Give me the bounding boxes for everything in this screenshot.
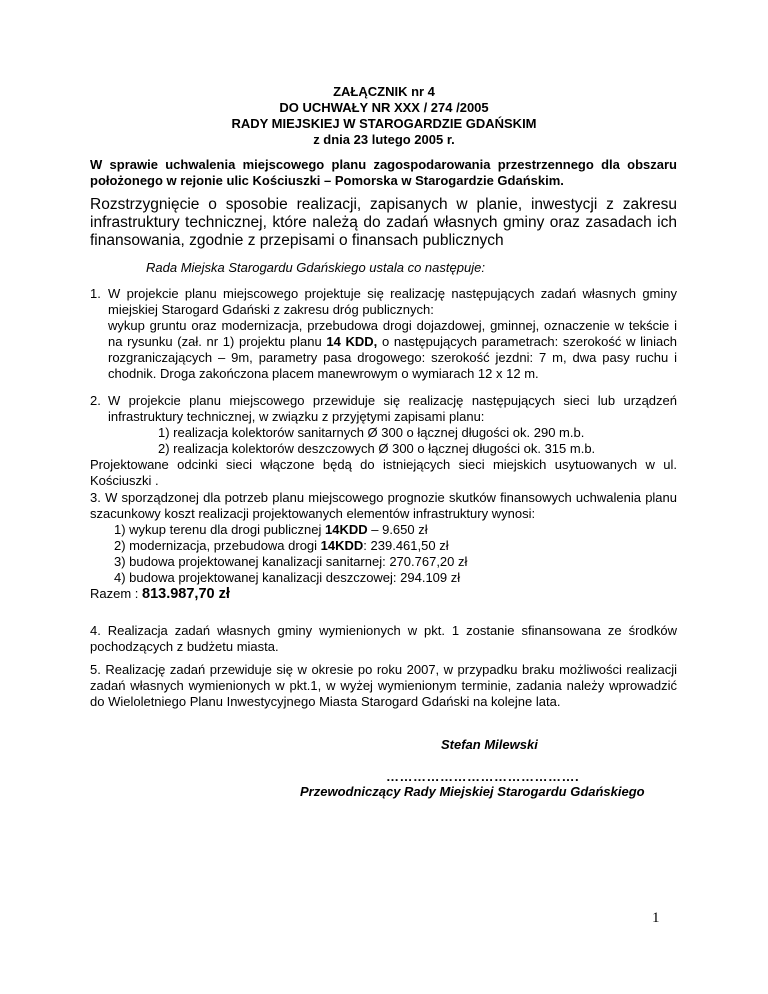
intro-line: Rada Miejska Starogardu Gdańskiego ustala co następuje: [146, 260, 485, 275]
point-1 [90, 286, 677, 382]
section-title: Rozstrzygnięcie o sposobie realizacji, zapisanych w planie, inwestycji z zakresu infrastruktury technicznej, które należą do zadań własnych gminy oraz zasadach ich finansowania, zgodnie z przepisami o finansach publicznych [90, 196, 677, 249]
point-5: 5. Realizację zadań przewiduje się w okresie po roku 2007, w przypadku braku możliwości realizacji zadań własnych wymienionych w pkt.1, w wyżej wymienionym terminie, zadania należy wprowadzić do Wieloletniego Planu Inwestycyjnego Miasta Starogard Gdański na kolejne lata. [90, 662, 677, 709]
signature-name: Stefan Milewski [441, 737, 538, 752]
total-label: Razem : [90, 586, 143, 601]
page-number: 1 [652, 910, 660, 926]
point-3 [90, 490, 677, 602]
signature-dots: ……………………………………. [386, 769, 580, 784]
header-line-2: DO UCHWAŁY NR XXX / 274 /2005 [279, 100, 489, 115]
point-3-item-3: 3) budowa projektowanej kanalizacji sanitarnej: 270.767,20 zł [114, 554, 468, 569]
point-3-item-1-bold: 14KDD [325, 522, 368, 537]
point-3-item-1-pre: 1) wykup terenu dla drogi publicznej [114, 522, 326, 537]
point-3-total [90, 586, 677, 602]
point-2 [90, 393, 677, 489]
subject-paragraph: W sprawie uchwalenia miejscowego planu zagospodarowania przestrzennego dla obszaru położonego w rejonie ulic Kościuszki – Pomorska w Starogardzie Gdańskim. [90, 157, 677, 188]
point-1-text-b [90, 318, 677, 382]
point-1-number: 1. [90, 286, 101, 301]
point-3-item-2-bold: 14KDD [320, 538, 364, 553]
header-line-3: RADY MIEJSKIEJ W STAROGARDZIE GDAŃSKIM [231, 116, 537, 131]
point-2-text-b: Projektowane odcinki sieci włączone będą do istniejących sieci miejskich usytuowanych w ul. Kościuszki . [90, 457, 677, 488]
point-2-number: 2. [90, 393, 101, 408]
signature-role: Przewodniczący Rady Miejskiej Starogardu Gdańskiego [300, 784, 645, 799]
point-1-text-a: W projekcie planu miejscowego projektuje się realizację następujących zadań własnych gminy miejskiej Starogard Gdański z zakresu dróg publicznych: [108, 286, 677, 317]
total-value: 813.987,70 zł [142, 586, 230, 602]
point-2-item-1: 1) realizacja kolektorów sanitarnych Ø 300 o łącznej długości ok. 290 m.b. [158, 425, 585, 440]
point-1-b-pre: wykup gruntu oraz modernizacja, przebudowa drogi dojazdowej, gminnej, oznaczenie w tekście i na rysunku (zał. nr 1) projektu planu [108, 318, 677, 349]
point-3-item-1 [90, 522, 677, 538]
point-3-item-2 [90, 538, 677, 554]
point-3-item-2-post: : 239.461,50 zł [363, 538, 449, 553]
point-3-text: 3. W sporządzonej dla potrzeb planu miejscowego prognozie skutków finansowych uchwalenia planu szacunkowy koszt realizacji projektowanych elementów infrastruktury wynosi: [90, 490, 677, 521]
point-2-text-a: W projekcie planu miejscowego przewiduje się realizację następujących sieci lub urządzeń infrastruktury technicznej, w związku z przyjętymi zapisami planu: [108, 393, 677, 424]
point-3-item-2-pre: 2) modernizacja, przebudowa drogi [114, 538, 321, 553]
point-4: 4. Realizacja zadań własnych gminy wymienionych w pkt. 1 zostanie sfinansowana ze środków pochodzących z budżetu miasta. [90, 623, 677, 654]
header-line-4: z dnia 23 lutego 2005 r. [313, 132, 455, 147]
header-line-1: ZAŁĄCZNIK nr 4 [333, 84, 435, 99]
point-3-item-4: 4) budowa projektowanej kanalizacji deszczowej: 294.109 zł [114, 570, 461, 585]
point-3-item-1-post: – 9.650 zł [367, 522, 428, 537]
point-1-b-bold: 14 KDD, [326, 334, 378, 349]
document-header [0, 84, 768, 148]
point-2-item-2: 2) realizacja kolektorów deszczowych Ø 300 o łącznej długości ok. 315 m.b. [158, 441, 596, 456]
point-1-b-post: o następujących parametrach: szerokość w liniach rozgraniczających – 9m, parametry pasa drogowego: szerokość jezdni: 7 m, dwa pasy ruchu i chodnik. Droga zakończona placem manewrowym o wymiarach 12 x 12 m. [108, 334, 677, 381]
